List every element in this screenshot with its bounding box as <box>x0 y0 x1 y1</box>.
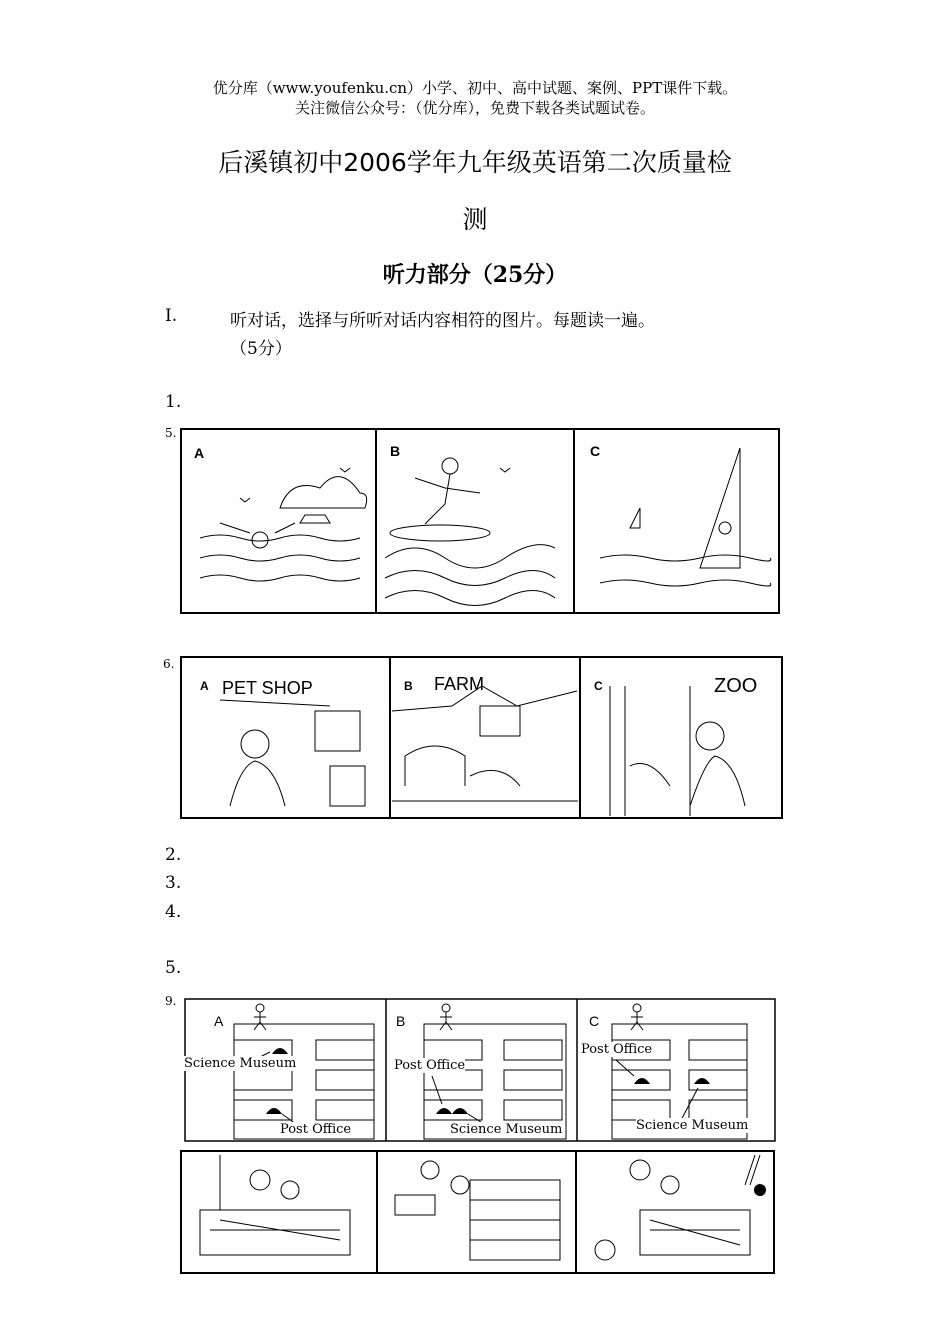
question-number-4: 4. <box>165 902 182 922</box>
figure-9-label: 9. <box>165 994 177 1008</box>
section-heading: 听力部分（25分） <box>382 262 568 288</box>
figure-9-option-a: A <box>214 1013 224 1029</box>
question-number-2: 2. <box>165 845 182 865</box>
figure-9-option-b: B <box>396 1013 406 1029</box>
figure-5-image <box>180 428 780 614</box>
figure-6-sign-a: PET SHOP <box>222 678 313 698</box>
figure-9-option-c: C <box>589 1013 600 1029</box>
part-score: （5分） <box>230 339 292 359</box>
site-header-line-1: 优分库（www.youfenku.cn）小学、初中、高中试题、案例、PPT课件下载。 <box>212 79 738 97</box>
figure-6-sign-c: ZOO <box>714 675 758 697</box>
question-number-5: 5. <box>165 958 182 978</box>
map-b-science-museum-label: Science Museum <box>450 1122 563 1137</box>
figure-6-option-b: B <box>404 679 413 693</box>
map-c-science-museum-label: Science Museum <box>636 1118 749 1133</box>
question-number-1: 1. <box>165 392 182 412</box>
part-number: I. <box>165 306 178 326</box>
map-c-post-office-label: Post Office <box>581 1042 653 1057</box>
figure-6-image <box>180 656 783 819</box>
map-a-post-office-label: Post Office <box>280 1122 352 1137</box>
figure-6-label: 6. <box>163 657 175 671</box>
question-number-3: 3. <box>165 873 182 893</box>
figure-6-option-c: C <box>594 679 603 693</box>
figure-6-option-a: A <box>200 679 209 693</box>
figure-9-maps <box>184 998 776 1143</box>
figure-5-option-a: A <box>194 445 205 461</box>
bedroom-pictures <box>180 1150 775 1274</box>
site-header-line-2: 关注微信公众号：（优分库），免费下载各类试题试卷。 <box>294 99 655 117</box>
map-a-science-museum-label: Science Museum <box>184 1056 297 1071</box>
figure-5-option-b: B <box>390 443 401 459</box>
map-b-post-office-label: Post Office <box>394 1058 466 1073</box>
figure-5-label: 5. <box>165 426 177 440</box>
figure-5-option-c: C <box>590 443 601 459</box>
exam-title-line-2: 测 <box>462 205 488 234</box>
part-instruction: 听对话，选择与所听对话内容相符的图片。每题读一遍。 <box>230 311 655 331</box>
exam-title-line-1: 后溪镇初中2006学年九年级英语第二次质量检 <box>218 148 732 177</box>
figure-6-sign-b: FARM <box>434 674 485 694</box>
